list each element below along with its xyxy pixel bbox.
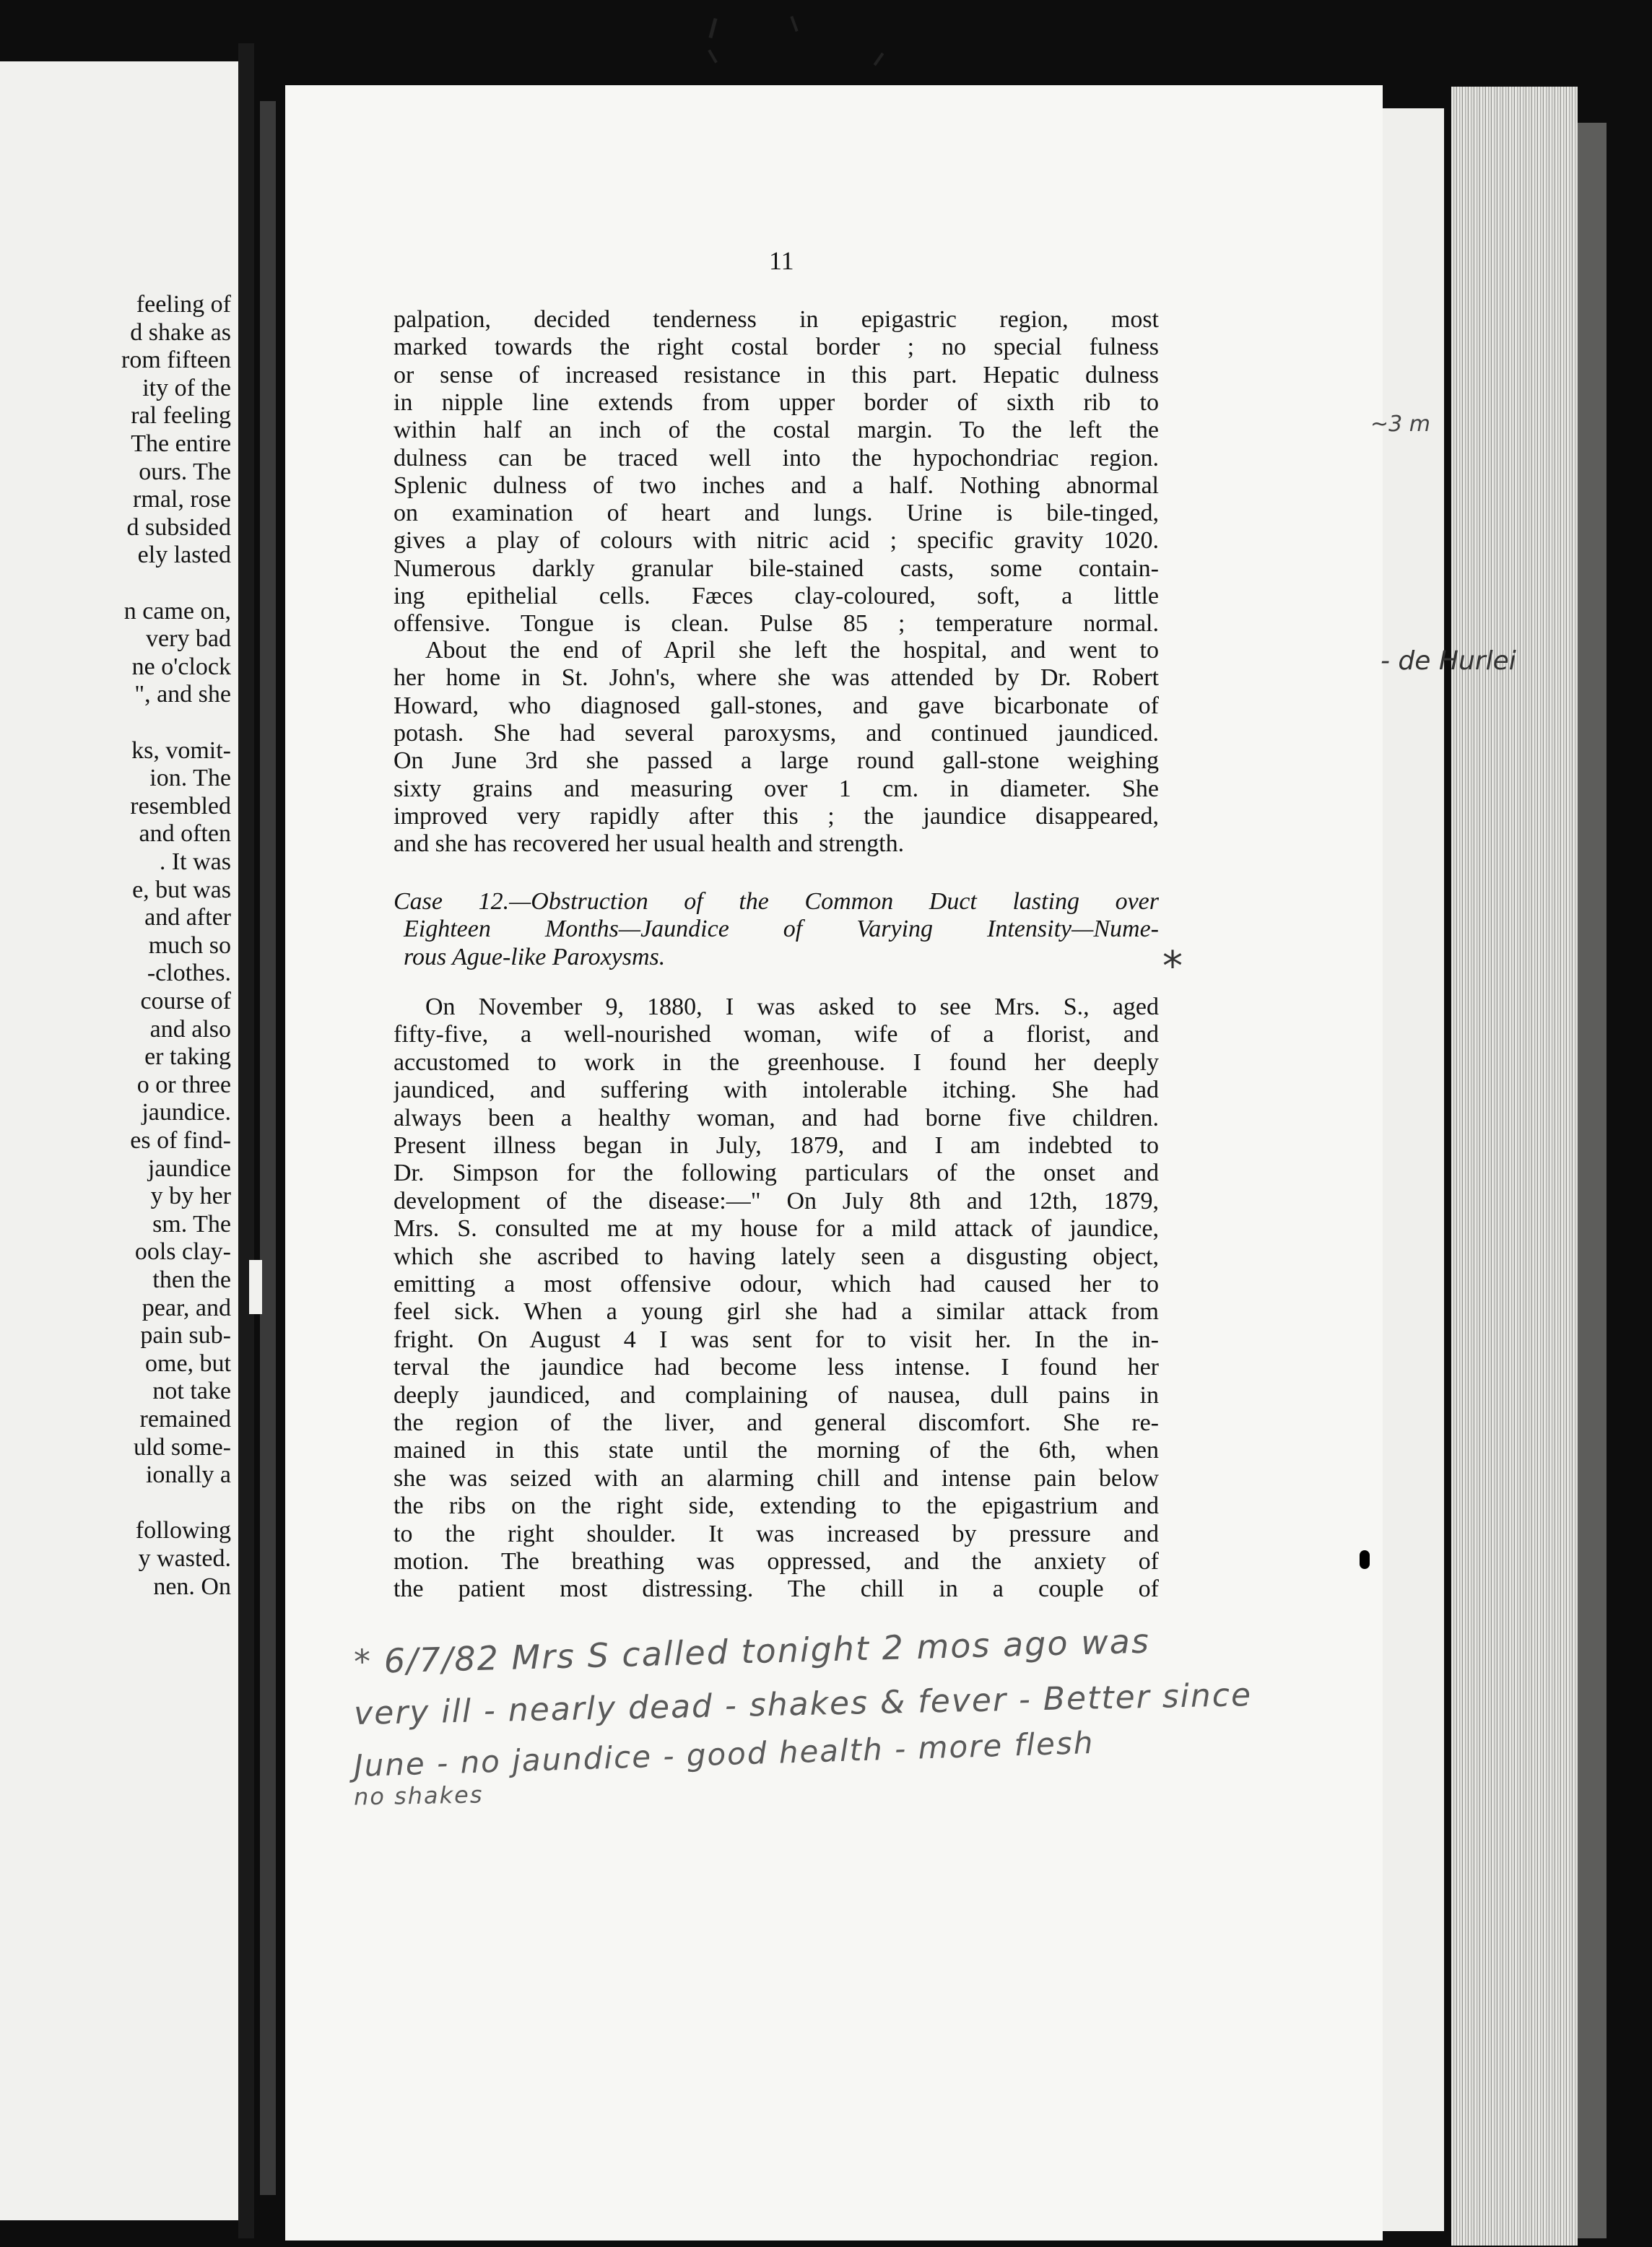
left-page-line: ionally a xyxy=(145,1461,231,1489)
left-page-line: ne o'clock xyxy=(131,653,231,680)
left-page-line: ral feeling xyxy=(131,402,231,430)
text-line: which she ascribed to having lately seen a disgusting object, xyxy=(394,1243,1159,1270)
text-line: and she has recovered her usual health and strength. xyxy=(394,830,905,858)
scan-mark xyxy=(708,49,717,63)
left-page-line: pain sub- xyxy=(140,1322,231,1349)
left-page-line: . It was xyxy=(159,848,231,875)
left-page-line: ools clay- xyxy=(134,1238,231,1266)
left-page-line: then the xyxy=(152,1266,231,1293)
left-page-line: d subsided xyxy=(126,513,231,541)
text-line: Dr. Simpson for the following particulars of the onset and xyxy=(394,1160,1159,1187)
text-line: emitting a most offensive odour, which had caused her to xyxy=(394,1271,1159,1298)
left-page-line: o or three xyxy=(136,1071,231,1098)
left-page-line: The entire xyxy=(131,430,231,457)
scan-mark xyxy=(708,18,717,38)
left-page-fragment xyxy=(0,61,238,2220)
text-line: mained in this state until the morning of the 6th, when xyxy=(394,1437,1159,1464)
book-fore-edge xyxy=(1451,87,1578,2246)
left-page-line: y by her xyxy=(150,1183,231,1210)
left-page-line: ours. The xyxy=(139,458,231,485)
text-line: marked towards the right costal border ; no special fulness xyxy=(394,334,1159,361)
text-line: jaundiced, and suffering with intolerable itching. She had xyxy=(394,1077,1159,1104)
left-page-line: n came on, xyxy=(123,597,231,625)
handwritten-line: * 6/7/82 Mrs S called tonight 2 mos ago was xyxy=(353,1621,1151,1682)
text-line: development of the disease:—" On July 8th and 12th, 1879, xyxy=(394,1187,1159,1214)
book-gutter xyxy=(238,43,254,2238)
left-page-line: ity of the xyxy=(142,374,231,401)
left-page-line: uld some- xyxy=(133,1433,231,1461)
text-line: offensive. Tongue is clean. Pulse 85 ; temperature normal. xyxy=(394,610,1159,638)
left-page-line: and also xyxy=(149,1015,231,1043)
left-page-line: -clothes. xyxy=(147,960,231,987)
left-page-line: remained xyxy=(139,1406,231,1433)
left-page-line: course of xyxy=(140,988,231,1014)
text-line: rous Ague-like Paroxysms. xyxy=(404,943,666,970)
left-page-line: not take xyxy=(152,1378,231,1405)
page-number: 11 xyxy=(769,246,794,275)
text-line: Mrs. S. consulted me at my house for a mild attack of jaundice, xyxy=(394,1215,1159,1243)
text-line: the ribs on the right side, extending to the epigastrium and xyxy=(394,1492,1159,1520)
left-page-line: er taking xyxy=(144,1043,231,1071)
left-page-line: ", and she xyxy=(134,681,231,708)
left-page-line: nen. On xyxy=(153,1573,231,1600)
left-page-line: jaundice. xyxy=(142,1099,231,1126)
text-line: accustomed to work in the greenhouse. I found her deeply xyxy=(394,1048,1159,1076)
left-page-line: rmal, rose xyxy=(133,486,231,513)
left-page-line: d shake as xyxy=(130,318,231,346)
text-line: in nipple line extends from upper border of sixth rib to xyxy=(394,388,1159,416)
left-page-line: very bad xyxy=(145,625,231,653)
margin-asterisk: * xyxy=(1162,943,1183,990)
handwritten-note xyxy=(354,1610,1386,1827)
text-line: motion. The breathing was oppressed, and the anxiety of xyxy=(394,1548,1159,1575)
left-page-line: and often xyxy=(139,820,231,848)
text-line: palpation, decided tenderness in epigastric region, most xyxy=(394,306,1159,333)
text-line: sixty grains and measuring over 1 cm. in diameter. She xyxy=(394,775,1159,802)
book-cover-edge xyxy=(1578,123,1607,2238)
text-line: Present illness began in July, 1879, and I am indebted to xyxy=(394,1132,1159,1159)
left-page-line: es of find- xyxy=(130,1127,231,1154)
text-line: Howard, who diagnosed gall-stones, and gave bicarbonate of xyxy=(394,692,1159,719)
left-page-line: ion. The xyxy=(149,765,231,792)
text-line: improved very rapidly after this ; the jaundice disappeared, xyxy=(394,802,1159,830)
left-page-line: ome, but xyxy=(145,1349,231,1377)
text-line: or sense of increased resistance in this part. Hepatic dulness xyxy=(394,361,1159,388)
text-line: to the right shoulder. It was increased by pressure and xyxy=(394,1520,1159,1547)
text-line: terval the jaundice had become less intense. I found her xyxy=(394,1354,1159,1381)
handwritten-line: June - no jaundice - good health - more flesh xyxy=(353,1724,1095,1784)
left-page-line: and after xyxy=(144,904,231,931)
text-line: On June 3rd she passed a large round gall-stone weighing xyxy=(394,747,1159,775)
text-line: she was seized with an alarming chill and intense pain below xyxy=(394,1464,1159,1492)
handwritten-line: very ill - nearly dead - shakes & fever - Better since xyxy=(353,1676,1253,1733)
text-line: feel sick. When a young girl she had a similar attack from xyxy=(394,1298,1159,1326)
left-page-line: following xyxy=(135,1517,231,1544)
text-line: deeply jaundiced, and complaining of nausea, dull pains in xyxy=(394,1381,1159,1409)
left-page-line: jaundice xyxy=(147,1155,231,1182)
gutter-shadow xyxy=(260,101,276,2195)
text-line: her home in St. John's, where she was attended by Dr. Robert xyxy=(394,664,1159,692)
left-page-line: pear, and xyxy=(142,1294,231,1321)
text-line: dulness can be traced well into the hypochondriac region. xyxy=(394,444,1159,471)
gutter-light-patch xyxy=(249,1260,262,1314)
text-line: fright. On August 4 I was sent for to visit her. In the in- xyxy=(394,1326,1159,1353)
left-page-line: sm. The xyxy=(152,1210,231,1238)
text-line: the patient most distressing. The chill in a couple of xyxy=(394,1575,1159,1603)
text-line: Numerous darkly granular bile-stained casts, some contain- xyxy=(394,555,1159,582)
left-page-line: feeling of xyxy=(136,291,231,318)
text-line: on examination of heart and lungs. Urine is bile-tinged, xyxy=(394,500,1159,527)
left-page-line: e, but was xyxy=(132,876,231,903)
text-line: potash. She had several paroxysms, and continued jaundiced. xyxy=(394,719,1159,747)
text-line: gives a play of colours with nitric acid ; specific gravity 1020. xyxy=(394,527,1159,555)
margin-dot xyxy=(1360,1550,1370,1569)
text-line: the region of the liver, and general discomfort. She re- xyxy=(394,1409,1159,1436)
text-line: About the end of April she left the hospital, and went to xyxy=(425,637,1159,664)
text-line: fifty-five, a well-nourished woman, wife of a florist, and xyxy=(394,1021,1159,1048)
text-line: Splenic dulness of two inches and a half. Nothing abnormal xyxy=(394,471,1159,499)
text-line: On November 9, 1880, I was asked to see Mrs. S., aged xyxy=(425,994,1159,1020)
left-page-line: rom fifteen xyxy=(121,347,231,374)
text-line: ing epithelial cells. Fæces clay-coloured, soft, a little xyxy=(394,583,1159,609)
left-page-line: ks, vomit- xyxy=(131,736,231,764)
margin-note-middle: - de Hurlei xyxy=(1381,646,1516,676)
handwritten-line: no shakes xyxy=(353,1781,484,1811)
margin-note-upper: ~3 m xyxy=(1370,412,1430,437)
left-page-line: ely lasted xyxy=(137,542,231,569)
left-page-line: much so xyxy=(148,931,231,959)
text-line: within half an inch of the costal margin. To the left the xyxy=(394,417,1159,444)
text-line: always been a healthy woman, and had borne five children. xyxy=(394,1104,1159,1131)
text-line: Eighteen Months—Jaundice of Varying Intensity—Nume- xyxy=(404,916,1159,943)
scan-mark xyxy=(874,53,884,66)
left-page-line: resembled xyxy=(130,792,231,820)
text-line: Case 12.—Obstruction of the Common Duct lasting over xyxy=(394,888,1159,915)
left-page-line: y wasted. xyxy=(138,1545,231,1572)
scan-mark xyxy=(790,16,798,32)
